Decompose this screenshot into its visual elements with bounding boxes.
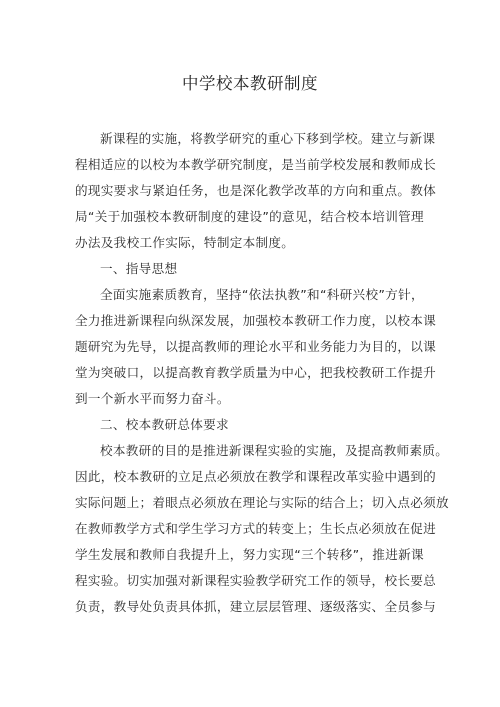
paragraph-line: 全力推进新课程向纵深发展，加强校本教研工作力度，以校本课 xyxy=(75,313,437,328)
paragraph-line: 堂为突破口，以提高教育教学质量为中心，把我校教研工作提升 xyxy=(75,365,437,380)
section-heading: 二、校本教研总体要求 xyxy=(100,417,229,432)
paragraph-line: 局“关于加强校本教研制度的建设”的意见，结合校本培训管理 xyxy=(75,209,424,224)
paragraph-line: 题研究为先导，以提高教师的理论水平和业务能力为目的，以课 xyxy=(75,339,437,354)
paragraph-line: 程相适应的以校为本教学研究制度，是当前学校发展和教师成长 xyxy=(75,157,437,172)
paragraph-line: 程实验。切实加强对新课程实验教学研究工作的领导，校长要总 xyxy=(75,573,437,588)
document-title: 中学校本教研制度 xyxy=(182,74,318,93)
paragraph-line: 到一个新水平而努力奋斗。 xyxy=(75,391,230,406)
paragraph-line: 新课程的实施，将教学研究的重心下移到学校。建立与新课 xyxy=(100,131,436,146)
paragraph-line: 因此，校本教研的立足点必须放在教学和课程改革实验中遇到的 xyxy=(75,469,437,484)
paragraph-line: 的现实要求与紧迫任务，也是深化教学改革的方向和重点。教体 xyxy=(75,183,437,198)
paragraph-line: 全面实施素质教育，坚持“依法执教”和“科研兴校”方针， xyxy=(100,287,424,302)
paragraph-line: 学生发展和教师自我提升上，努力实现“三个转移”，推进新课 xyxy=(75,547,424,562)
paragraph-line: 实际问题上；着眼点必须放在理论与实际的结合上；切入点必须放 xyxy=(75,495,449,510)
paragraph-line: 办法及我校工作实际，特制定本制度。 xyxy=(75,235,295,250)
section-heading: 一、指导思想 xyxy=(100,261,178,276)
paragraph-line: 负责，教导处负责具体抓，建立层层管理、逐级落实、全员参与 xyxy=(75,599,437,614)
paragraph-line: 校本教研的目的是推进新课程实验的实施，及提高教师素质。 xyxy=(100,443,449,458)
paragraph-line: 在教师教学方式和学生学习方式的转变上；生长点必须放在促进 xyxy=(75,521,437,536)
